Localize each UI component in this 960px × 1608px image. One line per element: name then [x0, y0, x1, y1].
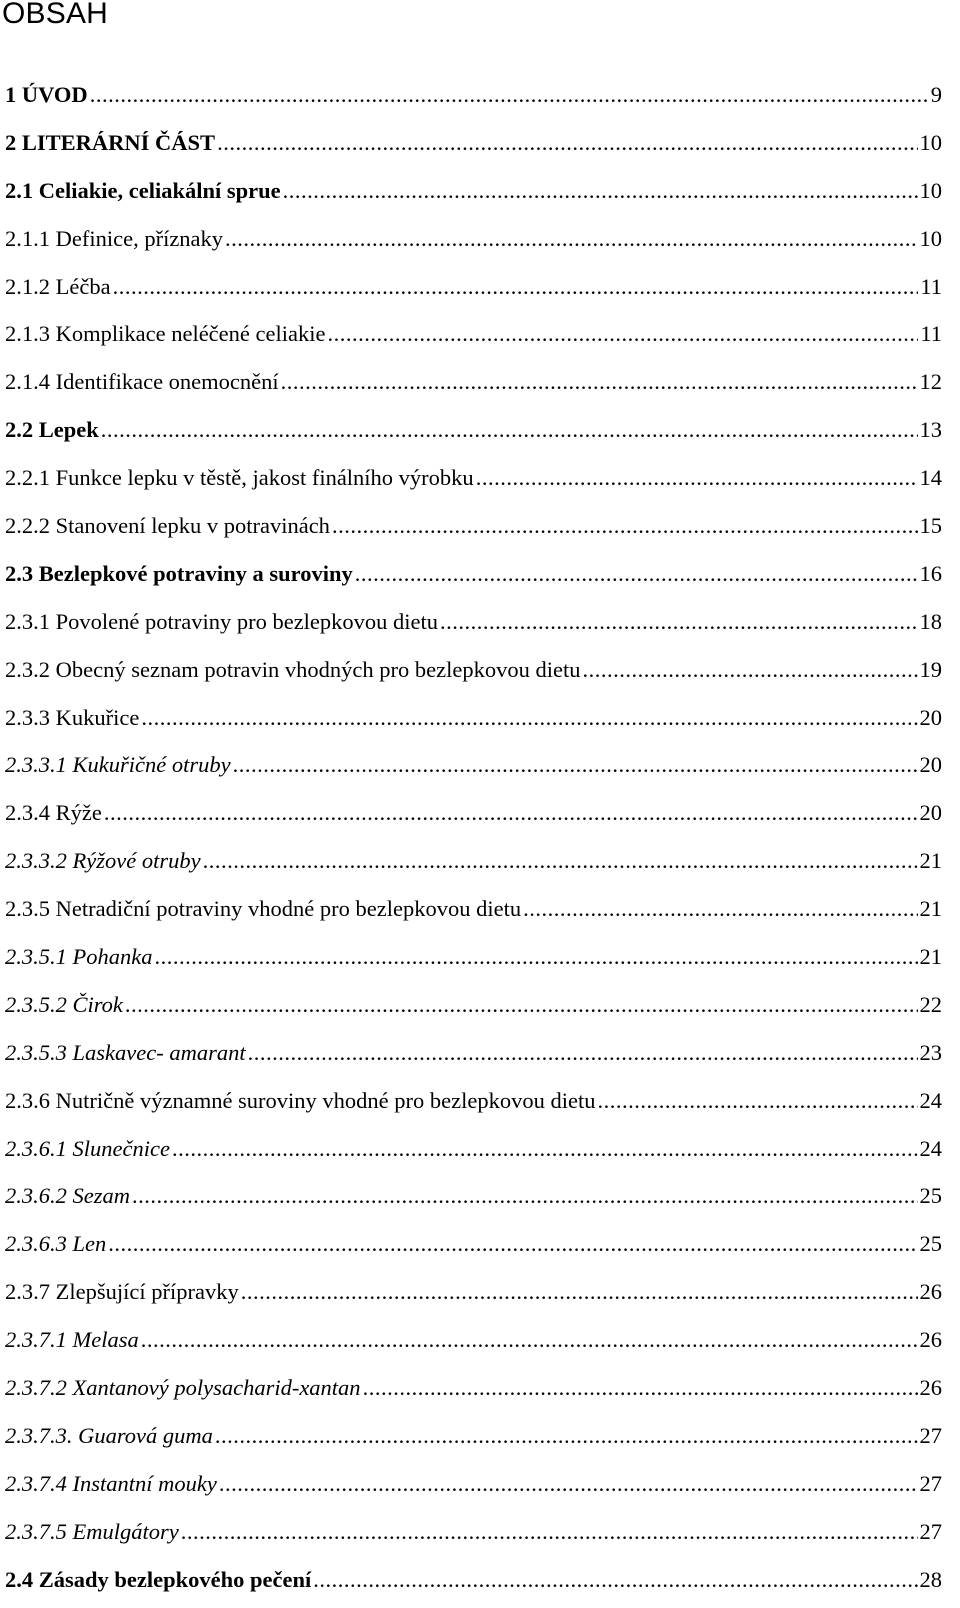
- toc-entry[interactable]: [5, 1129, 942, 1177]
- toc-entry-label: Obecný seznam potravin vhodných pro bezlepkovou dietu: [55, 656, 581, 682]
- dot-leader: [363, 1368, 918, 1408]
- dot-leader: [113, 267, 919, 307]
- toc-entry-label: Funkce lepku v těstě, jakost finálního výrobku: [55, 465, 474, 491]
- toc-entry-label: Čirok: [72, 991, 123, 1017]
- toc-entry-number: 2.3.5: [5, 896, 50, 922]
- toc-entry-title: [5, 1176, 130, 1216]
- toc-entry[interactable]: [5, 650, 942, 698]
- toc-entry-title: [5, 75, 88, 115]
- toc-entry-title: [5, 1081, 595, 1121]
- toc-entry-title: [5, 889, 521, 929]
- toc-entry[interactable]: [5, 602, 942, 650]
- toc-entry-title: [5, 1129, 170, 1169]
- toc-entry-title: [5, 1560, 311, 1600]
- toc-entry-label: Definice, příznaky: [55, 225, 224, 251]
- dot-leader: [233, 745, 918, 785]
- toc-page-number: 27: [919, 1470, 942, 1496]
- dot-leader: [225, 219, 917, 259]
- toc-entry-label: Emulgátory: [72, 1518, 179, 1544]
- toc-entry[interactable]: [5, 267, 942, 315]
- toc-entry[interactable]: [5, 1368, 942, 1416]
- table-of-contents: [5, 75, 942, 1608]
- toc-entry-label: Netradiční potraviny vhodné pro bezlepkovou dietu: [55, 896, 522, 922]
- toc-entry-title: [5, 650, 580, 690]
- toc-page-number: 24: [919, 1087, 942, 1113]
- toc-entry[interactable]: [5, 506, 942, 554]
- toc-entry-title: [5, 506, 330, 546]
- dot-leader: [281, 362, 918, 402]
- toc-entry[interactable]: [5, 1224, 942, 1272]
- toc-entry-number: 2.3.7.3.: [5, 1422, 73, 1448]
- toc-entry-number: 2.3.6.1: [5, 1135, 67, 1161]
- toc-page-number: 25: [919, 1183, 942, 1209]
- page-title: OBSAH: [2, 0, 109, 30]
- toc-entry-number: 2.2.1: [5, 465, 50, 491]
- toc-entry-title: [5, 554, 353, 594]
- toc-entry-number: 2.4: [5, 1566, 34, 1592]
- toc-entry-title: [5, 793, 102, 833]
- toc-entry-number: 2.3.5.3: [5, 1039, 67, 1065]
- toc-page-number: 27: [919, 1518, 942, 1544]
- toc-entry-label: Melasa: [72, 1327, 139, 1353]
- toc-page-number: 22: [919, 991, 942, 1017]
- toc-entry-number: 2.1.3: [5, 321, 50, 347]
- toc-entry-title: [5, 1416, 213, 1456]
- toc-entry-label: Pohanka: [72, 944, 153, 970]
- toc-entry-number: 2.3.3.1: [5, 752, 67, 778]
- dot-leader: [181, 1512, 918, 1552]
- dot-leader: [101, 410, 918, 450]
- toc-page-number: 10: [919, 129, 942, 155]
- toc-entry-number: 2.3.7.1: [5, 1327, 67, 1353]
- toc-entry-title: [5, 985, 123, 1025]
- toc-entry-number: 2.2: [5, 417, 34, 443]
- toc-entry[interactable]: [5, 362, 942, 410]
- dot-leader: [154, 937, 917, 977]
- toc-page-number: 26: [919, 1375, 942, 1401]
- dot-leader: [108, 1224, 917, 1264]
- dot-leader: [90, 75, 929, 115]
- toc-entry-label: Laskavec- amarant: [72, 1039, 246, 1065]
- toc-entry[interactable]: [5, 1560, 942, 1608]
- toc-entry-label: ÚVOD: [21, 82, 88, 107]
- dot-leader: [327, 314, 918, 354]
- toc-entry-title: [5, 314, 325, 354]
- toc-page-number: 28: [919, 1566, 942, 1592]
- toc-entry-number: 2.3.5.1: [5, 944, 67, 970]
- toc-page-number: 21: [919, 896, 942, 922]
- toc-entry-label: Celiakie, celiakální sprue: [38, 177, 281, 203]
- toc-entry-number: 2.3.3.2: [5, 848, 67, 874]
- toc-page-number: 18: [919, 608, 942, 634]
- dot-leader: [219, 1464, 918, 1504]
- toc-entry-number: 2.3.7.2: [5, 1375, 67, 1401]
- dot-leader: [440, 602, 917, 642]
- toc-entry-label: Rýže: [55, 800, 102, 826]
- toc-page-number: 15: [919, 513, 942, 539]
- toc-page-number: 26: [919, 1327, 942, 1353]
- toc-entry-number: 2.3.7.4: [5, 1470, 67, 1496]
- toc-entry-title: [5, 1272, 239, 1312]
- toc-entry[interactable]: [5, 1081, 942, 1129]
- toc-entry[interactable]: [5, 171, 942, 219]
- dot-leader: [597, 1081, 917, 1121]
- toc-page-number: 10: [919, 177, 942, 203]
- toc-entry[interactable]: [5, 1464, 942, 1512]
- toc-entry[interactable]: [5, 1272, 942, 1320]
- toc-entry[interactable]: [5, 1416, 942, 1464]
- toc-entry-label: Guarová guma: [78, 1422, 213, 1448]
- toc-entry-number: 2.3.4: [5, 800, 50, 826]
- toc-entry-title: [5, 937, 152, 977]
- toc-entry-label: Zlepšující přípravky: [55, 1279, 239, 1305]
- toc-entry-label: Stanovení lepku v potravinách: [55, 513, 330, 539]
- toc-entry-number: 2.3: [5, 560, 34, 586]
- toc-entry[interactable]: [5, 410, 942, 458]
- toc-page-number: 10: [919, 225, 942, 251]
- toc-entry-title: [5, 171, 281, 211]
- toc-page-number: 11: [920, 321, 942, 347]
- toc-entry[interactable]: [5, 889, 942, 937]
- toc-entry[interactable]: [5, 745, 942, 793]
- toc-entry-label: Identifikace onemocnění: [55, 369, 279, 395]
- dot-leader: [283, 171, 918, 211]
- toc-page-number: 16: [919, 560, 942, 586]
- toc-page-number: 27: [919, 1422, 942, 1448]
- dot-leader: [203, 841, 918, 881]
- toc-entry-number: 2.3.7: [5, 1279, 50, 1305]
- dot-leader: [217, 123, 917, 163]
- toc-page-number: 14: [919, 465, 942, 491]
- dot-leader: [241, 1272, 918, 1312]
- toc-entry-label: LITERÁRNÍ ČÁST: [21, 129, 216, 155]
- dot-leader: [132, 1176, 918, 1216]
- toc-entry-label: Bezlepkové potraviny a suroviny: [38, 560, 353, 586]
- dot-leader: [476, 458, 918, 498]
- toc-entry-title: [5, 410, 99, 450]
- toc-entry[interactable]: [5, 1033, 942, 1081]
- toc-entry-title: [5, 602, 438, 642]
- toc-entry-number: 2.3.3: [5, 704, 50, 730]
- toc-entry-label: Komplikace neléčené celiakie: [55, 321, 326, 347]
- dot-leader: [332, 506, 918, 546]
- toc-entry-title: [5, 1512, 179, 1552]
- toc-entry-title: [5, 1368, 361, 1408]
- toc-entry-number: 2.2.2: [5, 513, 50, 539]
- dot-leader: [313, 1560, 917, 1600]
- dot-leader: [523, 889, 917, 929]
- dot-leader: [215, 1416, 918, 1456]
- toc-entry-number: 2.1.4: [5, 369, 50, 395]
- toc-entry-number: 2: [5, 129, 17, 155]
- toc-entry-label: Sezam: [72, 1183, 130, 1209]
- toc-entry-number: 2.3.6.2: [5, 1183, 67, 1209]
- toc-entry-number: 2.3.5.2: [5, 991, 67, 1017]
- toc-page-number: 26: [919, 1279, 942, 1305]
- toc-page-number: 12: [919, 369, 942, 395]
- toc-entry-number: 2.1.2: [5, 273, 50, 299]
- toc-entry-label: Zásady bezlepkového pečení: [38, 1566, 312, 1592]
- toc-entry[interactable]: [5, 1176, 942, 1224]
- toc-page-number: 20: [919, 800, 942, 826]
- dot-leader: [141, 1320, 918, 1360]
- toc-entry-title: [5, 123, 215, 163]
- toc-page-number: 20: [919, 752, 942, 778]
- toc-entry-label: Slunečnice: [72, 1135, 170, 1161]
- toc-entry[interactable]: [5, 937, 942, 985]
- toc-entry-number: 2.3.7.5: [5, 1518, 67, 1544]
- toc-entry[interactable]: [5, 123, 942, 171]
- toc-entry-label: Lepek: [38, 417, 99, 443]
- toc-entry-label: Len: [72, 1231, 107, 1257]
- toc-entry-title: [5, 745, 231, 785]
- toc-page-number: 19: [919, 656, 942, 682]
- toc-entry-label: Xantanový polysacharid-xantan: [72, 1375, 361, 1401]
- toc-entry[interactable]: [5, 698, 942, 746]
- toc-page-number: 25: [919, 1231, 942, 1257]
- toc-entry[interactable]: [5, 985, 942, 1033]
- toc-entry-title: [5, 1224, 106, 1264]
- toc-entry[interactable]: [5, 219, 942, 267]
- toc-page-number: 21: [919, 944, 942, 970]
- toc-page-number: 9: [930, 82, 942, 107]
- toc-entry-label: Kukuřičné otruby: [72, 752, 231, 778]
- toc-entry-label: Kukuřice: [55, 704, 140, 730]
- toc-entry-number: 1: [5, 82, 17, 107]
- toc-page-number: 20: [919, 704, 942, 730]
- toc-entry-number: 2.1.1: [5, 225, 50, 251]
- toc-entry-title: [5, 219, 223, 259]
- toc-entry-title: [5, 698, 139, 738]
- toc-entry[interactable]: [5, 1512, 942, 1560]
- toc-page-number: 13: [919, 417, 942, 443]
- dot-leader: [355, 554, 918, 594]
- toc-entry-title: [5, 458, 474, 498]
- toc-entry-number: 2.3.1: [5, 608, 50, 634]
- toc-entry-label: Rýžové otruby: [72, 848, 201, 874]
- toc-entry[interactable]: [5, 1320, 942, 1368]
- toc-entry-label: Nutričně významné suroviny vhodné pro bezlepkovou dietu: [55, 1087, 596, 1113]
- dot-leader: [104, 793, 918, 833]
- toc-entry-title: [5, 841, 201, 881]
- toc-entry-number: 2.3.2: [5, 656, 50, 682]
- dot-leader: [172, 1129, 918, 1169]
- toc-entry[interactable]: [5, 554, 942, 602]
- dot-leader: [125, 985, 918, 1025]
- toc-entry[interactable]: [5, 314, 942, 362]
- toc-entry-title: [5, 1033, 246, 1073]
- toc-entry-title: [5, 267, 111, 307]
- toc-page-number: 21: [919, 848, 942, 874]
- dot-leader: [582, 650, 917, 690]
- toc-page-number: 23: [919, 1039, 942, 1065]
- toc-page-number: 11: [920, 273, 942, 299]
- toc-entry-title: [5, 1464, 217, 1504]
- toc-entry-number: 2.3.6: [5, 1087, 50, 1113]
- toc-entry[interactable]: [5, 841, 942, 889]
- dot-leader: [248, 1033, 918, 1073]
- toc-entry-label: Léčba: [55, 273, 111, 299]
- toc-entry[interactable]: [5, 75, 942, 123]
- toc-page-number: 24: [919, 1135, 942, 1161]
- toc-entry-number: 2.3.6.3: [5, 1231, 67, 1257]
- toc-entry-label: Instantní mouky: [72, 1470, 217, 1496]
- toc-entry-label: Povolené potraviny pro bezlepkovou dietu: [55, 608, 439, 634]
- toc-entry-number: 2.1: [5, 177, 34, 203]
- toc-entry[interactable]: [5, 793, 942, 841]
- toc-entry[interactable]: [5, 458, 942, 506]
- toc-entry-title: [5, 1320, 139, 1360]
- toc-entry-title: [5, 362, 279, 402]
- dot-leader: [141, 698, 917, 738]
